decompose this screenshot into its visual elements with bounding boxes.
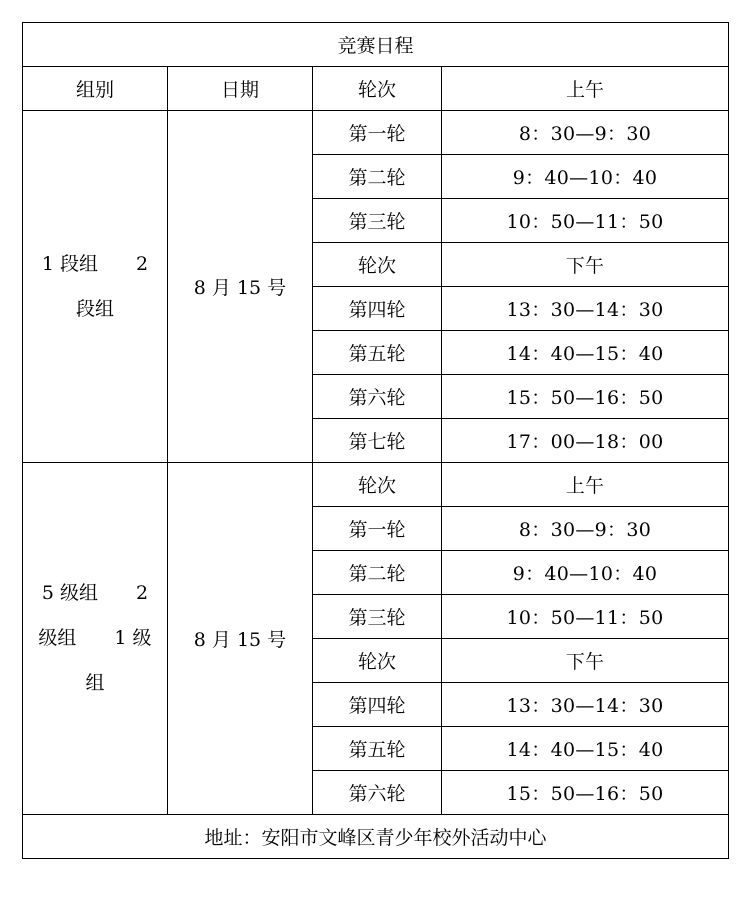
time-cell: 10：50—11：50 [442, 199, 729, 243]
time-cell: 17：00—18：00 [442, 419, 729, 463]
table-row [23, 463, 729, 507]
time-cell: 8：30—9：30 [442, 111, 729, 155]
header-round: 轮次 [313, 67, 442, 111]
group-cell: 5 级组 2 级组 1 级组 [23, 463, 168, 815]
group-cell: 1 段组 2 段组 [23, 111, 168, 463]
header-date: 日期 [168, 67, 313, 111]
round-cell: 轮次 [313, 243, 442, 287]
header-row [23, 67, 729, 111]
round-cell: 第四轮 [313, 683, 442, 727]
round-cell: 第五轮 [313, 727, 442, 771]
round-cell: 第二轮 [313, 155, 442, 199]
round-cell: 第四轮 [313, 287, 442, 331]
time-cell: 14：40—15：40 [442, 331, 729, 375]
round-cell: 第七轮 [313, 419, 442, 463]
time-cell: 8：30—9：30 [442, 507, 729, 551]
time-cell: 9：40—10：40 [442, 155, 729, 199]
round-cell: 第一轮 [313, 111, 442, 155]
header-group: 组别 [23, 67, 168, 111]
round-cell: 第三轮 [313, 595, 442, 639]
footer-row [23, 815, 729, 859]
time-cell: 13：30—14：30 [442, 683, 729, 727]
period-cell: 下午 [442, 639, 729, 683]
header-period: 上午 [442, 67, 729, 111]
round-cell: 轮次 [313, 463, 442, 507]
round-cell: 第三轮 [313, 199, 442, 243]
round-cell: 第六轮 [313, 375, 442, 419]
round-cell: 第六轮 [313, 771, 442, 815]
time-cell: 10：50—11：50 [442, 595, 729, 639]
time-cell: 14：40—15：40 [442, 727, 729, 771]
period-cell: 上午 [442, 463, 729, 507]
round-cell: 第一轮 [313, 507, 442, 551]
time-cell: 13：30—14：30 [442, 287, 729, 331]
round-cell: 第五轮 [313, 331, 442, 375]
time-cell: 9：40—10：40 [442, 551, 729, 595]
time-cell: 15：50—16：50 [442, 375, 729, 419]
time-cell: 15：50—16：50 [442, 771, 729, 815]
table-title: 竞赛日程 [23, 23, 729, 67]
schedule-table [22, 22, 729, 859]
period-cell: 下午 [442, 243, 729, 287]
table-row [23, 111, 729, 155]
title-row [23, 23, 729, 67]
date-cell: 8 月 15 号 [168, 463, 313, 815]
round-cell: 轮次 [313, 639, 442, 683]
round-cell: 第二轮 [313, 551, 442, 595]
date-cell: 8 月 15 号 [168, 111, 313, 463]
address-cell: 地址：安阳市文峰区青少年校外活动中心 [23, 815, 729, 859]
